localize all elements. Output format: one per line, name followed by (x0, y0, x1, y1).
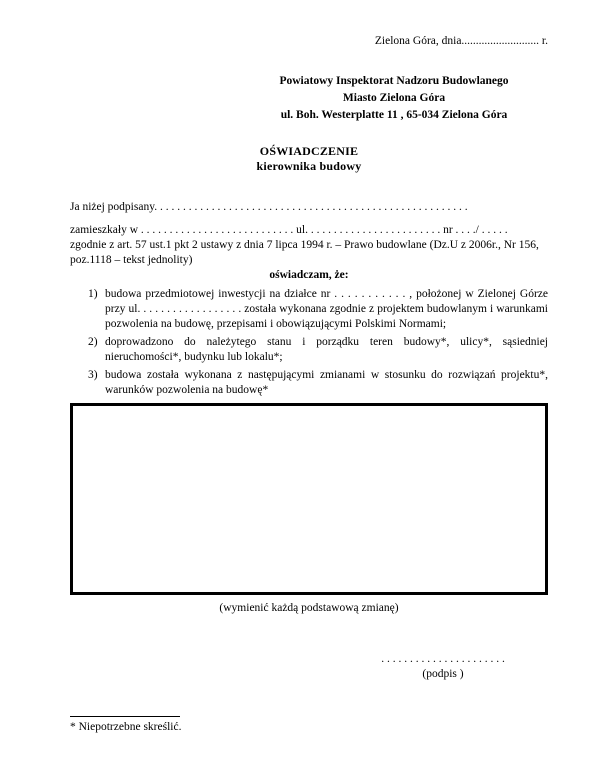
signature-dots-line: . . . . . . . . . . . . . . . . . . . . . . (381, 653, 505, 665)
statement-list (88, 287, 548, 398)
list-item-1 (88, 287, 548, 332)
office-line-2: Miasto Zielona Góra (342, 92, 446, 104)
item-text: budowa została wykonana z następującymi zmianami w stosunku do rozwiązań projektu*, warunków pozwolenia na budowę* (105, 369, 548, 396)
item-text: doprowadzono do należytego stanu i porządku teren budowy*, ulicy*, sąsiedniej nieruchomości*, budynku lub lokalu*; (105, 336, 548, 363)
footnote-text: * Niepotrzebne skreślić. (70, 721, 182, 733)
list-item-2 (88, 335, 548, 365)
declaration-lead: oświadczam, że: (269, 269, 349, 281)
address-line: zamieszkały w . . . . . . . . . . . . . . . . . . . . . . . . . . . ul. . . . . . . . . . . . . . . . . . . . . . . . nr . . . ./ . . . . . (70, 224, 508, 236)
item-text: budowa przedmiotowej inwestycji na działce nr . . . . . . . . . . . , położonej w Zielonej Górze przy ul. . . . . . . . . . . . . . . . . . została wykonana zgodnie z projektem budowlanym i warunkami pozwolenia na budowę, przepisami i obowiązującymi Polskimi Normami; (105, 288, 548, 330)
legal-basis-line: zgodnie z art. 57 ust.1 pkt 2 ustawy z dnia 7 lipca 1994 r. – Prawo budowlane (Dz.U z 2006r., Nr 156, poz.1118 – tekst jednolity) (70, 239, 539, 266)
signature-block (358, 652, 528, 682)
item-number: 1) (88, 288, 98, 300)
title-main: OŚWIADCZENIE (259, 144, 359, 158)
document-title (70, 144, 548, 174)
title-sub: kierownika budowy (256, 159, 362, 173)
office-line-1: Powiatowy Inspektorat Nadzoru Budowlanego (279, 75, 509, 87)
item-number: 3) (88, 369, 98, 381)
office-address-block (244, 73, 544, 124)
document-body (70, 200, 548, 398)
footnote (70, 716, 181, 734)
list-item-3 (88, 368, 548, 398)
footnote-rule (70, 716, 180, 717)
declarant-name-line: Ja niżej podpisany. . . . . . . . . . . . . . . . . . . . . . . . . . . . . . . . . . . . . . . . . . . . . . . . . . . . . . . (70, 201, 468, 213)
date-line: Zielona Góra, dnia........................... r. (374, 35, 548, 47)
signature-label: (podpis ) (422, 668, 464, 680)
changes-box-caption: (wymienić każdą podstawową zmianę) (219, 602, 399, 614)
office-line-3: ul. Boh. Westerplatte 11 , 65-034 Zielona Góra (280, 109, 508, 121)
item-number: 2) (88, 336, 98, 348)
changes-box (70, 403, 548, 595)
